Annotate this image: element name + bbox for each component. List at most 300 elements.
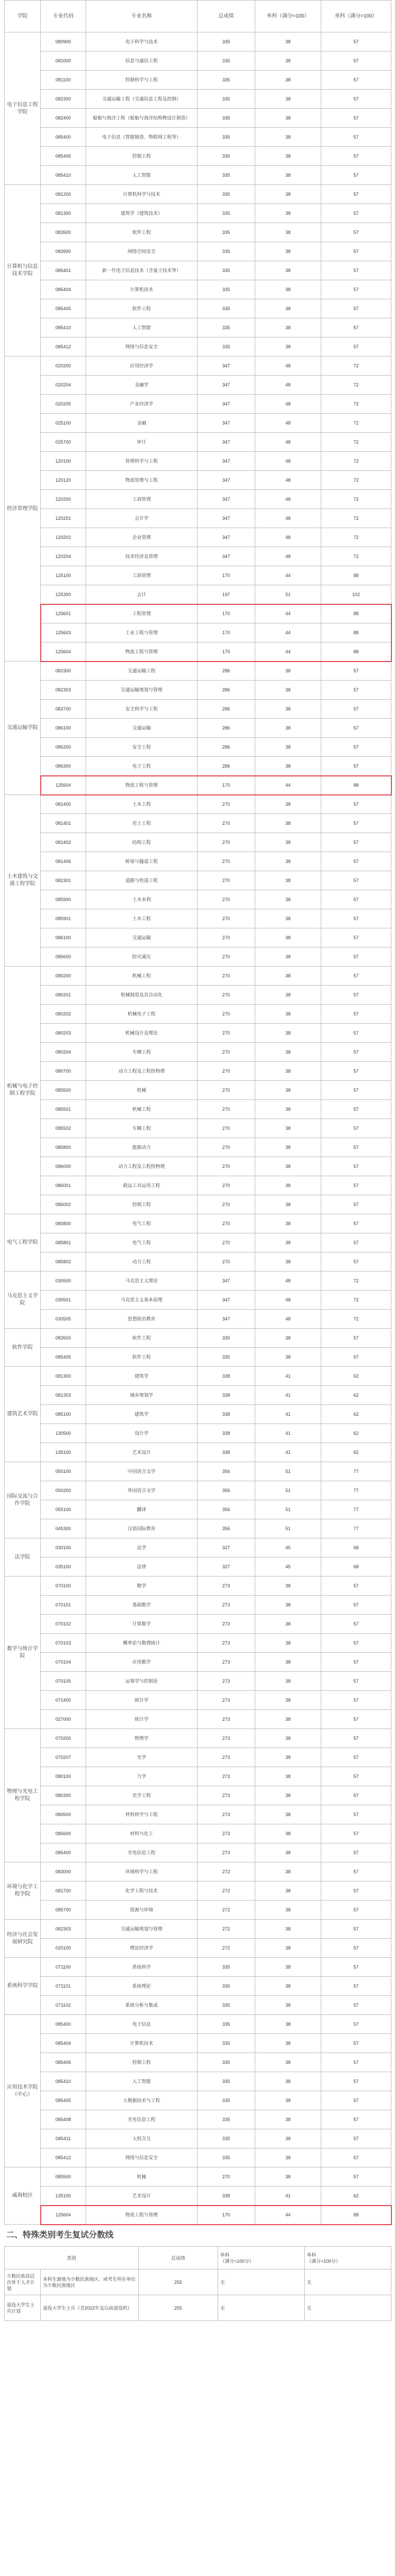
- single-100-cell: 38: [255, 318, 321, 337]
- major-code-cell: 083500: [41, 1329, 86, 1348]
- major-code-cell: 085500: [41, 1081, 86, 1100]
- total-score-cell: 270: [198, 1157, 255, 1176]
- header-total: 总成绩: [198, 1, 255, 32]
- major-code-cell: 082303: [41, 681, 86, 700]
- single-over-100-cell: 57: [321, 1138, 391, 1157]
- total-score-cell: 347: [198, 376, 255, 395]
- single-over-100-cell: 57: [321, 871, 391, 890]
- single-100-cell: 38: [255, 1710, 321, 1729]
- total-score-cell: 170: [198, 642, 255, 662]
- single-over-100-cell: 57: [321, 1596, 391, 1615]
- major-name-cell: 物流工程与管理: [86, 2206, 198, 2225]
- major-name-cell: 材料科学与工程: [86, 1805, 198, 1824]
- major-name-cell: 环境科学与工程: [86, 1862, 198, 1882]
- single-over-100-cell: 57: [321, 700, 391, 719]
- single-100-cell: 38: [255, 52, 321, 71]
- major-name-cell: 统计学: [86, 1691, 198, 1710]
- single-100-cell: 44: [255, 642, 321, 662]
- major-name-cell: 物流工程与管理: [86, 642, 198, 662]
- major-code-cell: 070207: [41, 1748, 86, 1767]
- major-code-cell: 035100: [41, 1557, 86, 1577]
- single-over-100-cell: 62: [321, 1443, 391, 1462]
- single-over-100-cell: 57: [321, 1748, 391, 1767]
- total-score-cell: 270: [198, 1043, 255, 1062]
- major-name-cell: 船舶与海洋工程（船舶与海洋结构物设计制造）: [86, 109, 198, 128]
- table-row: [5, 1062, 391, 1081]
- total-score-cell: 335: [198, 2015, 255, 2034]
- total-score-cell: 335: [198, 299, 255, 318]
- major-name-cell: 产业经济学: [86, 395, 198, 414]
- table-row: [5, 700, 391, 719]
- major-code-cell: 081300: [41, 204, 86, 223]
- major-name-cell: 基础数学: [86, 1596, 198, 1615]
- total-score-cell: 356: [198, 1500, 255, 1519]
- college-cell: 电子信息工程学院: [5, 32, 41, 185]
- single-100-cell: 38: [255, 1996, 321, 2015]
- single-over-100-cell: 57: [321, 147, 391, 166]
- major-code-cell: 085410: [41, 318, 86, 337]
- total-score-cell: 273: [198, 1691, 255, 1710]
- single-over-100-cell: 62: [321, 1424, 391, 1443]
- total-score-cell: 270: [198, 1100, 255, 1119]
- major-name-cell: 新一代电子信息技术（含量子技术等）: [86, 261, 198, 280]
- major-code-cell: 086100: [41, 719, 86, 738]
- table-row: [5, 128, 391, 147]
- total-score-cell: 335: [198, 2034, 255, 2053]
- single-over-100-cell: 57: [321, 814, 391, 833]
- major-name-cell: 机械: [86, 1081, 198, 1100]
- major-code-cell: 086001: [41, 1176, 86, 1195]
- total-score-cell: 170: [198, 623, 255, 642]
- score-table: [4, 0, 391, 2225]
- total-score-cell: 327: [198, 1538, 255, 1557]
- table-row: [5, 1634, 391, 1653]
- table-row: [5, 1024, 391, 1043]
- single-over-100-cell: 57: [321, 738, 391, 757]
- single-100-cell: 44: [255, 2206, 321, 2225]
- major-name-cell: 车辆工程: [86, 1119, 198, 1138]
- major-name-cell: 光学: [86, 1748, 198, 1767]
- single-over-100-cell: 57: [321, 1157, 391, 1176]
- college-cell: 交通运输学院: [5, 662, 41, 795]
- single-100-cell: 38: [255, 147, 321, 166]
- single-over-100-cell: 57: [321, 52, 391, 71]
- major-code-cell: 080201: [41, 986, 86, 1005]
- total-score-cell: 270: [198, 890, 255, 909]
- special-total-cell: 255: [139, 2295, 218, 2321]
- single-100-cell: 38: [255, 1195, 321, 1214]
- single-over-100-cell: 77: [321, 1500, 391, 1519]
- total-score-cell: 272: [198, 1920, 255, 1939]
- single-100-cell: 48: [255, 509, 321, 528]
- single-over-100-cell: 57: [321, 1653, 391, 1672]
- single-over-100-cell: 57: [321, 833, 391, 852]
- total-score-cell: 335: [198, 185, 255, 204]
- total-score-cell: 270: [198, 795, 255, 814]
- total-score-cell: 273: [198, 1577, 255, 1596]
- total-score-cell: 286: [198, 662, 255, 681]
- major-name-cell: 电子信息: [86, 2015, 198, 2034]
- total-score-cell: 338: [198, 1424, 255, 1443]
- single-over-100-cell: 72: [321, 357, 391, 376]
- single-100-cell: 38: [255, 681, 321, 700]
- table-row: [5, 2034, 391, 2053]
- major-name-cell: 结构工程: [86, 833, 198, 852]
- total-score-cell: 273: [198, 1596, 255, 1615]
- single-over-100-cell: 57: [321, 318, 391, 337]
- major-code-cell: 125300: [41, 585, 86, 604]
- major-code-cell: 082301: [41, 871, 86, 890]
- special-score-table: [4, 2246, 391, 2321]
- single-100-cell: 48: [255, 433, 321, 452]
- major-code-cell: 085900: [41, 890, 86, 909]
- single-100-cell: 45: [255, 1557, 321, 1577]
- single-over-100-cell: 57: [321, 1920, 391, 1939]
- single-100-cell: 38: [255, 185, 321, 204]
- major-name-cell: 建筑学: [86, 1367, 198, 1386]
- single-100-cell: 38: [255, 1920, 321, 1939]
- table-row: [5, 1252, 391, 1272]
- single-100-cell: 38: [255, 871, 321, 890]
- single-100-cell: 38: [255, 71, 321, 90]
- single-100-cell: 38: [255, 2167, 321, 2187]
- table-row: [5, 1557, 391, 1577]
- special-category-cell: 退役大学生士兵计划: [5, 2295, 41, 2321]
- table-row: [5, 642, 391, 662]
- table-row: [5, 395, 391, 414]
- major-name-cell: 外国语言文学: [86, 1481, 198, 1500]
- single-over-100-cell: 57: [321, 662, 391, 681]
- table-row: [5, 1100, 391, 1119]
- major-name-cell: 网络与信息安全: [86, 2148, 198, 2167]
- single-100-cell: 38: [255, 128, 321, 147]
- major-name-cell: 电子信息（智能制造、物联网工程等）: [86, 128, 198, 147]
- major-name-cell: 化学工程与技术: [86, 1882, 198, 1901]
- college-cell: 马克思主义学院: [5, 1272, 41, 1329]
- single-over-100-cell: 57: [321, 2148, 391, 2167]
- college-cell: 国际交流与合作学院: [5, 1462, 41, 1538]
- single-over-100-cell: 57: [321, 280, 391, 299]
- major-name-cell: 机械设计及理论: [86, 1024, 198, 1043]
- major-name-cell: 土木工程: [86, 909, 198, 928]
- total-score-cell: 270: [198, 833, 255, 852]
- college-cell: 法学院: [5, 1538, 41, 1577]
- table-row: [5, 585, 391, 604]
- major-code-cell: 085700: [41, 1901, 86, 1920]
- single-over-100-cell: 57: [321, 1939, 391, 1958]
- single-over-100-cell: 57: [321, 204, 391, 223]
- total-score-cell: 335: [198, 1977, 255, 1996]
- major-name-cell: 电子科学与技术: [86, 32, 198, 52]
- table-row: [5, 662, 391, 681]
- major-code-cell: 080202: [41, 1005, 86, 1024]
- table-row: [5, 223, 391, 242]
- single-100-cell: 38: [255, 90, 321, 109]
- major-code-cell: 080203: [41, 1024, 86, 1043]
- table-row: [5, 242, 391, 261]
- special-header-single-100-title: 单科: [220, 2252, 230, 2258]
- single-100-cell: 44: [255, 623, 321, 642]
- major-name-cell: 物流管理与工程: [86, 471, 198, 490]
- major-name-cell: 软件工程: [86, 1329, 198, 1348]
- major-name-cell: 运筹学与控制论: [86, 1672, 198, 1691]
- major-code-cell: 082300: [41, 90, 86, 109]
- table-row: [5, 1996, 391, 2015]
- total-score-cell: 347: [198, 452, 255, 471]
- major-code-cell: 085405: [41, 2091, 86, 2110]
- college-cell: 威海校区: [5, 2167, 41, 2225]
- single-over-100-cell: 72: [321, 509, 391, 528]
- single-over-100-cell: 57: [321, 1005, 391, 1024]
- table-row: [5, 1862, 391, 1882]
- major-name-cell: 控制科学与工程: [86, 71, 198, 90]
- total-score-cell: 286: [198, 681, 255, 700]
- major-name-cell: 大数据技术与工程: [86, 2091, 198, 2110]
- single-100-cell: 41: [255, 1386, 321, 1405]
- table-row: [5, 376, 391, 395]
- total-score-cell: 347: [198, 357, 255, 376]
- total-score-cell: 270: [198, 1195, 255, 1214]
- major-name-cell: 防灾减灾: [86, 947, 198, 967]
- total-score-cell: 347: [198, 528, 255, 547]
- major-name-cell: 机械工程: [86, 1100, 198, 1119]
- total-score-cell: 338: [198, 1386, 255, 1405]
- total-score-cell: 270: [198, 1081, 255, 1100]
- total-score-cell: 270: [198, 928, 255, 947]
- table-row: [5, 1424, 391, 1443]
- single-100-cell: 38: [255, 1024, 321, 1043]
- special-single-over-100-cell: 无: [305, 2295, 391, 2321]
- major-name-cell: 中国语言文学: [86, 1462, 198, 1481]
- table-row: [5, 681, 391, 700]
- major-name-cell: 软件工程: [86, 1348, 198, 1367]
- single-100-cell: 38: [255, 1786, 321, 1805]
- total-score-cell: 335: [198, 1329, 255, 1348]
- total-score-cell: 273: [198, 1653, 255, 1672]
- major-code-cell: 070101: [41, 1596, 86, 1615]
- major-name-cell: 材料与化工: [86, 1824, 198, 1843]
- single-over-100-cell: 57: [321, 852, 391, 871]
- table-row: [5, 2206, 391, 2225]
- major-code-cell: 086002: [41, 1195, 86, 1214]
- college-cell: 计算机与信息技术学院: [5, 185, 41, 357]
- single-100-cell: 38: [255, 852, 321, 871]
- special-desc-cell: 退役大学生士兵（含2022年及以前退役的）: [41, 2295, 139, 2321]
- college-cell: 环境与化学工程学院: [5, 1862, 41, 1920]
- single-over-100-cell: 57: [321, 2015, 391, 2034]
- table-row: [5, 814, 391, 833]
- table-header-row: [5, 1, 391, 32]
- table-row: [5, 795, 391, 814]
- table-row: [5, 1901, 391, 1920]
- major-name-cell: 控制工程: [86, 2053, 198, 2072]
- major-code-cell: 080900: [41, 32, 86, 52]
- total-score-cell: 356: [198, 1462, 255, 1481]
- total-score-cell: 273: [198, 1843, 255, 1862]
- single-100-cell: 38: [255, 1805, 321, 1824]
- single-100-cell: 38: [255, 1233, 321, 1252]
- single-over-100-cell: 57: [321, 1233, 391, 1252]
- single-100-cell: 38: [255, 2034, 321, 2053]
- major-code-cell: 085500: [41, 2167, 86, 2187]
- single-over-100-cell: 57: [321, 1348, 391, 1367]
- total-score-cell: 335: [198, 2053, 255, 2072]
- single-100-cell: 38: [255, 719, 321, 738]
- total-score-cell: 335: [198, 71, 255, 90]
- table-row: [5, 509, 391, 528]
- major-name-cell: 法学: [86, 1538, 198, 1557]
- college-cell: 土木建筑与交通工程学院: [5, 795, 41, 967]
- major-code-cell: 083000: [41, 1862, 86, 1882]
- single-over-100-cell: 57: [321, 1634, 391, 1653]
- single-over-100-cell: 57: [321, 2053, 391, 2072]
- single-100-cell: 38: [255, 1596, 321, 1615]
- major-name-cell: 人工智能: [86, 318, 198, 337]
- single-over-100-cell: 57: [321, 1710, 391, 1729]
- total-score-cell: 338: [198, 2187, 255, 2206]
- major-code-cell: 120202: [41, 528, 86, 547]
- single-over-100-cell: 57: [321, 128, 391, 147]
- single-over-100-cell: 72: [321, 433, 391, 452]
- major-name-cell: 计算机技术: [86, 2034, 198, 2053]
- single-over-100-cell: 88: [321, 604, 391, 623]
- single-over-100-cell: 57: [321, 1615, 391, 1634]
- single-100-cell: 48: [255, 528, 321, 547]
- single-100-cell: 38: [255, 261, 321, 280]
- table-row: [5, 1233, 391, 1252]
- table-row: [5, 1538, 391, 1557]
- single-over-100-cell: 57: [321, 1786, 391, 1805]
- total-score-cell: 347: [198, 471, 255, 490]
- table-row: [5, 1291, 391, 1310]
- major-name-cell: 岩土工程: [86, 814, 198, 833]
- single-over-100-cell: 57: [321, 90, 391, 109]
- total-score-cell: 335: [198, 32, 255, 52]
- major-code-cell: 085501: [41, 1100, 86, 1119]
- table-row: [5, 109, 391, 128]
- major-name-cell: 土木工程: [86, 795, 198, 814]
- major-name-cell: 金融学: [86, 376, 198, 395]
- major-name-cell: 应用数学: [86, 1653, 198, 1672]
- single-100-cell: 38: [255, 2053, 321, 2072]
- special-total-cell: 255: [139, 2269, 218, 2295]
- total-score-cell: 273: [198, 1710, 255, 1729]
- single-100-cell: 38: [255, 1882, 321, 1901]
- major-code-cell: 086200: [41, 738, 86, 757]
- major-name-cell: 人工智能: [86, 166, 198, 185]
- major-name-cell: 系统科学: [86, 1958, 198, 1977]
- major-code-cell: 085411: [41, 2129, 86, 2148]
- total-score-cell: 347: [198, 490, 255, 509]
- table-row: [5, 528, 391, 547]
- single-over-100-cell: 57: [321, 1214, 391, 1233]
- single-100-cell: 38: [255, 1977, 321, 1996]
- major-name-cell: 金融: [86, 414, 198, 433]
- single-100-cell: 38: [255, 814, 321, 833]
- table-row: [5, 2072, 391, 2091]
- major-name-cell: 设计学: [86, 1424, 198, 1443]
- major-name-cell: 人机交互: [86, 2129, 198, 2148]
- single-over-100-cell: 57: [321, 1062, 391, 1081]
- college-cell: 电气工程学院: [5, 1214, 41, 1272]
- special-single-100-cell: 无: [218, 2269, 305, 2295]
- table-row: [5, 852, 391, 871]
- total-score-cell: 170: [198, 566, 255, 585]
- total-score-cell: 270: [198, 1119, 255, 1138]
- total-score-cell: 170: [198, 604, 255, 623]
- major-code-cell: 085410: [41, 2072, 86, 2091]
- special-header-total: 总成绩: [139, 2247, 218, 2269]
- table-row: [5, 1729, 391, 1748]
- major-code-cell: 125603: [41, 623, 86, 642]
- table-row: [5, 1005, 391, 1024]
- major-code-cell: 085405: [41, 1348, 86, 1367]
- table-row: [5, 1405, 391, 1424]
- single-100-cell: 38: [255, 1100, 321, 1119]
- single-over-100-cell: 57: [321, 1195, 391, 1214]
- single-over-100-cell: 88: [321, 776, 391, 795]
- major-code-cell: 080204: [41, 1043, 86, 1062]
- total-score-cell: 170: [198, 2206, 255, 2225]
- total-score-cell: 270: [198, 1024, 255, 1043]
- single-100-cell: 44: [255, 776, 321, 795]
- major-name-cell: 机械电子工程: [86, 1005, 198, 1024]
- single-100-cell: 38: [255, 909, 321, 928]
- total-score-cell: 347: [198, 433, 255, 452]
- table-row: [5, 2110, 391, 2129]
- table-row: [5, 1481, 391, 1500]
- major-name-cell: 交通运输规划与管理: [86, 1920, 198, 1939]
- single-100-cell: 38: [255, 1119, 321, 1138]
- single-100-cell: 38: [255, 1329, 321, 1348]
- total-score-cell: 338: [198, 1405, 255, 1424]
- major-code-cell: 085406: [41, 2053, 86, 2072]
- single-100-cell: 38: [255, 166, 321, 185]
- total-score-cell: 335: [198, 2072, 255, 2091]
- major-name-cell: 动力工程及工程热物理: [86, 1062, 198, 1081]
- total-score-cell: 170: [198, 776, 255, 795]
- major-name-cell: 计算数学: [86, 1615, 198, 1634]
- single-100-cell: 38: [255, 1176, 321, 1195]
- single-over-100-cell: 77: [321, 1519, 391, 1538]
- single-100-cell: 38: [255, 1062, 321, 1081]
- total-score-cell: 272: [198, 1882, 255, 1901]
- single-100-cell: 38: [255, 1138, 321, 1157]
- major-name-cell: 企业管理: [86, 528, 198, 547]
- table-row: [5, 1653, 391, 1672]
- major-name-cell: 城乡规划学: [86, 1386, 198, 1405]
- total-score-cell: 335: [198, 2148, 255, 2167]
- major-name-cell: 交通运输规划与管理: [86, 681, 198, 700]
- college-cell: 经济管理学院: [5, 357, 41, 662]
- total-score-cell: 338: [198, 1443, 255, 1462]
- single-over-100-cell: 57: [321, 986, 391, 1005]
- table-row: [5, 947, 391, 967]
- table-row: [5, 357, 391, 376]
- single-over-100-cell: 57: [321, 1767, 391, 1786]
- major-name-cell: 车辆工程: [86, 1043, 198, 1062]
- single-over-100-cell: 57: [321, 1691, 391, 1710]
- single-100-cell: 38: [255, 1672, 321, 1691]
- major-name-cell: 安全科学与工程: [86, 700, 198, 719]
- college-cell: 机械与电子控制工程学院: [5, 967, 41, 1214]
- single-100-cell: 38: [255, 337, 321, 357]
- total-score-cell: 270: [198, 1138, 255, 1157]
- table-row: [5, 280, 391, 299]
- single-100-cell: 48: [255, 414, 321, 433]
- major-code-cell: 055100: [41, 1500, 86, 1519]
- single-100-cell: 38: [255, 1157, 321, 1176]
